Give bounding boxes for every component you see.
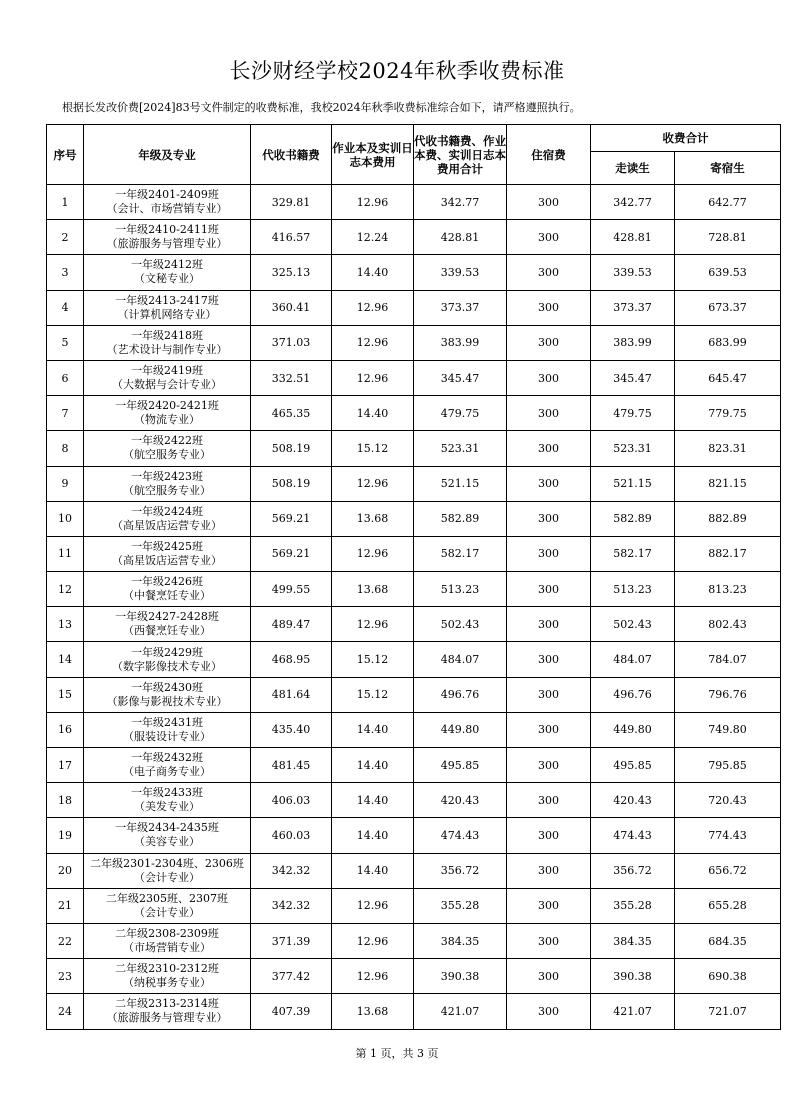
table-row [47, 396, 781, 431]
major-label: （物流专业） [134, 413, 200, 427]
homework-cell: 14.40 [332, 748, 414, 783]
subtotal-cell: 474.43 [414, 818, 507, 853]
grade-class-label: 一年级2429班 [131, 645, 203, 659]
day-total-cell: 582.89 [591, 501, 675, 536]
boarding-total-cell: 823.31 [675, 431, 781, 466]
grade-cell [84, 360, 251, 395]
boarding-total-cell: 642.77 [675, 185, 781, 220]
seq-cell: 3 [47, 255, 84, 290]
grade-cell [84, 220, 251, 255]
homework-cell: 12.96 [332, 888, 414, 923]
major-label: （中餐烹饪专业） [123, 589, 211, 603]
table-row [47, 431, 781, 466]
subtotal-cell: 523.31 [414, 431, 507, 466]
homework-cell: 12.96 [332, 923, 414, 958]
subtotal-cell: 421.07 [414, 994, 507, 1029]
seq-cell: 12 [47, 572, 84, 607]
subtotal-cell: 345.47 [414, 360, 507, 395]
day-total-cell: 356.72 [591, 853, 675, 888]
homework-cell: 12.96 [332, 325, 414, 360]
seq-cell: 16 [47, 712, 84, 747]
grade-class-label: 一年级2410-2411班 [115, 223, 219, 237]
books-cell: 416.57 [251, 220, 332, 255]
lodging-cell: 300 [507, 536, 591, 571]
homework-cell: 12.96 [332, 466, 414, 501]
major-label: （旅游服务与管理专业） [106, 1011, 228, 1025]
lodging-cell: 300 [507, 994, 591, 1029]
major-label: （航空服务专业） [123, 448, 211, 462]
major-label: （市场营销专业） [123, 941, 211, 955]
day-total-cell: 355.28 [591, 888, 675, 923]
table-row [47, 888, 781, 923]
fee-table-body [47, 185, 781, 1030]
grade-class-label: 一年级2420-2421班 [115, 399, 219, 413]
books-cell: 332.51 [251, 360, 332, 395]
seq-cell: 15 [47, 677, 84, 712]
lodging-cell: 300 [507, 748, 591, 783]
homework-cell: 13.68 [332, 501, 414, 536]
grade-class-label: 一年级2425班 [131, 539, 203, 553]
books-cell: 329.81 [251, 185, 332, 220]
homework-cell: 15.12 [332, 642, 414, 677]
major-label: （会计专业） [134, 905, 200, 919]
subtotal-cell: 582.17 [414, 536, 507, 571]
subtotal-cell: 342.77 [414, 185, 507, 220]
subtotal-cell: 479.75 [414, 396, 507, 431]
header-boarding-student: 寄宿生 [675, 152, 781, 185]
table-row [47, 220, 781, 255]
lodging-cell: 300 [507, 360, 591, 395]
day-total-cell: 582.17 [591, 536, 675, 571]
books-cell: 508.19 [251, 466, 332, 501]
major-label: （美发专业） [134, 800, 200, 814]
major-label: （高星饭店运营专业） [112, 553, 222, 567]
subtotal-cell: 449.80 [414, 712, 507, 747]
day-total-cell: 502.43 [591, 607, 675, 642]
major-label: （服装设计专业） [123, 729, 211, 743]
books-cell: 407.39 [251, 994, 332, 1029]
homework-cell: 14.40 [332, 712, 414, 747]
boarding-total-cell: 796.76 [675, 677, 781, 712]
seq-cell: 6 [47, 360, 84, 395]
grade-class-label: 一年级2433班 [131, 786, 203, 800]
lodging-cell: 300 [507, 712, 591, 747]
day-total-cell: 339.53 [591, 255, 675, 290]
books-cell: 499.55 [251, 572, 332, 607]
day-total-cell: 523.31 [591, 431, 675, 466]
table-row [47, 712, 781, 747]
grade-cell [84, 748, 251, 783]
table-row [47, 360, 781, 395]
grade-cell [84, 290, 251, 325]
table-row [47, 748, 781, 783]
grade-cell [84, 853, 251, 888]
lodging-cell: 300 [507, 431, 591, 466]
seq-cell: 11 [47, 536, 84, 571]
seq-cell: 24 [47, 994, 84, 1029]
grade-class-label: 二年级2310-2312班 [115, 962, 219, 976]
day-total-cell: 420.43 [591, 783, 675, 818]
books-cell: 468.95 [251, 642, 332, 677]
grade-cell [84, 536, 251, 571]
subtotal-cell: 339.53 [414, 255, 507, 290]
lodging-cell: 300 [507, 607, 591, 642]
boarding-total-cell: 690.38 [675, 959, 781, 994]
table-row [47, 994, 781, 1029]
books-cell: 569.21 [251, 536, 332, 571]
seq-cell: 8 [47, 431, 84, 466]
seq-cell: 5 [47, 325, 84, 360]
grade-cell [84, 466, 251, 501]
grade-class-label: 一年级2434-2435班 [115, 821, 219, 835]
homework-cell: 12.96 [332, 185, 414, 220]
header-grade: 年级及专业 [84, 125, 251, 185]
header-seq: 序号 [47, 125, 84, 185]
day-total-cell: 345.47 [591, 360, 675, 395]
homework-cell: 15.12 [332, 431, 414, 466]
homework-cell: 14.40 [332, 783, 414, 818]
seq-cell: 7 [47, 396, 84, 431]
subtotal-cell: 384.35 [414, 923, 507, 958]
grade-cell [84, 255, 251, 290]
lodging-cell: 300 [507, 255, 591, 290]
books-cell: 481.45 [251, 748, 332, 783]
subtotal-cell: 355.28 [414, 888, 507, 923]
day-total-cell: 474.43 [591, 818, 675, 853]
grade-cell [84, 959, 251, 994]
table-row [47, 255, 781, 290]
day-total-cell: 495.85 [591, 748, 675, 783]
boarding-total-cell: 774.43 [675, 818, 781, 853]
table-row [47, 853, 781, 888]
table-row [47, 501, 781, 536]
grade-class-label: 一年级2430班 [131, 680, 203, 694]
day-total-cell: 342.77 [591, 185, 675, 220]
major-label: （电子商务专业） [123, 765, 211, 779]
seq-cell: 1 [47, 185, 84, 220]
lodging-cell: 300 [507, 290, 591, 325]
seq-cell: 23 [47, 959, 84, 994]
grade-class-label: 一年级2426班 [131, 575, 203, 589]
grade-class-label: 一年级2401-2409班 [115, 188, 219, 202]
homework-cell: 15.12 [332, 677, 414, 712]
day-total-cell: 484.07 [591, 642, 675, 677]
books-cell: 377.42 [251, 959, 332, 994]
homework-cell: 12.96 [332, 959, 414, 994]
grade-class-label: 一年级2432班 [131, 751, 203, 765]
grade-class-label: 一年级2413-2417班 [115, 293, 219, 307]
lodging-cell: 300 [507, 923, 591, 958]
subtotal-cell: 496.76 [414, 677, 507, 712]
homework-cell: 12.24 [332, 220, 414, 255]
grade-cell [84, 185, 251, 220]
books-cell: 569.21 [251, 501, 332, 536]
boarding-total-cell: 684.35 [675, 923, 781, 958]
grade-cell [84, 783, 251, 818]
grade-class-label: 一年级2427-2428班 [115, 610, 219, 624]
lodging-cell: 300 [507, 677, 591, 712]
boarding-total-cell: 683.99 [675, 325, 781, 360]
grade-cell [84, 712, 251, 747]
subtotal-cell: 521.15 [414, 466, 507, 501]
day-total-cell: 373.37 [591, 290, 675, 325]
grade-cell [84, 431, 251, 466]
table-row [47, 642, 781, 677]
day-total-cell: 479.75 [591, 396, 675, 431]
boarding-total-cell: 821.15 [675, 466, 781, 501]
boarding-total-cell: 639.53 [675, 255, 781, 290]
grade-cell [84, 396, 251, 431]
table-row [47, 923, 781, 958]
day-total-cell: 521.15 [591, 466, 675, 501]
boarding-total-cell: 784.07 [675, 642, 781, 677]
header-books: 代收书籍费 [251, 125, 332, 185]
boarding-total-cell: 882.89 [675, 501, 781, 536]
boarding-total-cell: 802.43 [675, 607, 781, 642]
seq-cell: 10 [47, 501, 84, 536]
grade-cell [84, 677, 251, 712]
subtotal-cell: 495.85 [414, 748, 507, 783]
header-day-student: 走读生 [591, 152, 675, 185]
table-row [47, 325, 781, 360]
boarding-total-cell: 656.72 [675, 853, 781, 888]
page-footer: 第 1 页，共 3 页 [355, 1047, 439, 1060]
grade-cell [84, 642, 251, 677]
fee-table [46, 124, 781, 1030]
grade-cell [84, 572, 251, 607]
homework-cell: 13.68 [332, 572, 414, 607]
table-row [47, 607, 781, 642]
seq-cell: 20 [47, 853, 84, 888]
subtotal-cell: 582.89 [414, 501, 507, 536]
books-cell: 342.32 [251, 888, 332, 923]
major-label: （数字影像技术专业） [112, 659, 222, 673]
day-total-cell: 384.35 [591, 923, 675, 958]
seq-cell: 9 [47, 466, 84, 501]
lodging-cell: 300 [507, 783, 591, 818]
intro-text: 根据长发改价费[2024]83号文件制定的收费标准，我校2024年秋季收费标准综合如下，请严格遵照执行。 [62, 101, 581, 114]
grade-class-label: 一年级2422班 [131, 434, 203, 448]
books-cell: 435.40 [251, 712, 332, 747]
books-cell: 371.39 [251, 923, 332, 958]
lodging-cell: 300 [507, 501, 591, 536]
grade-class-label: 一年级2412班 [131, 258, 203, 272]
boarding-total-cell: 655.28 [675, 888, 781, 923]
subtotal-cell: 428.81 [414, 220, 507, 255]
subtotal-cell: 373.37 [414, 290, 507, 325]
table-row [47, 185, 781, 220]
table-row [47, 783, 781, 818]
seq-cell: 2 [47, 220, 84, 255]
table-row [47, 290, 781, 325]
books-cell: 481.64 [251, 677, 332, 712]
major-label: （航空服务专业） [123, 483, 211, 497]
grade-class-label: 一年级2419班 [131, 364, 203, 378]
grade-cell [84, 325, 251, 360]
homework-cell: 14.40 [332, 396, 414, 431]
major-label: （文秘专业） [134, 272, 200, 286]
subtotal-cell: 420.43 [414, 783, 507, 818]
homework-cell: 13.68 [332, 994, 414, 1029]
lodging-cell: 300 [507, 853, 591, 888]
day-total-cell: 421.07 [591, 994, 675, 1029]
day-total-cell: 496.76 [591, 677, 675, 712]
lodging-cell: 300 [507, 466, 591, 501]
page-title: 长沙财经学校2024年秋季收费标准 [229, 59, 565, 83]
boarding-total-cell: 795.85 [675, 748, 781, 783]
table-row [47, 466, 781, 501]
header-lodging: 住宿费 [507, 125, 591, 185]
grade-cell [84, 994, 251, 1029]
major-label: （会计专业） [134, 870, 200, 884]
lodging-cell: 300 [507, 959, 591, 994]
grade-class-label: 二年级2305班、2307班 [106, 891, 228, 905]
lodging-cell: 300 [507, 325, 591, 360]
major-label: （会计、市场营销专业） [106, 202, 228, 216]
boarding-total-cell: 779.75 [675, 396, 781, 431]
day-total-cell: 390.38 [591, 959, 675, 994]
seq-cell: 14 [47, 642, 84, 677]
homework-cell: 14.40 [332, 255, 414, 290]
major-label: （高星饭店运营专业） [112, 518, 222, 532]
lodging-cell: 300 [507, 642, 591, 677]
day-total-cell: 513.23 [591, 572, 675, 607]
boarding-total-cell: 813.23 [675, 572, 781, 607]
seq-cell: 22 [47, 923, 84, 958]
grade-cell [84, 607, 251, 642]
seq-cell: 19 [47, 818, 84, 853]
grade-class-label: 一年级2431班 [131, 715, 203, 729]
books-cell: 360.41 [251, 290, 332, 325]
homework-cell: 12.96 [332, 607, 414, 642]
header-subtotal: 代收书籍费、作业本费、实训日志本费用合计 [414, 125, 507, 185]
grade-cell [84, 923, 251, 958]
subtotal-cell: 502.43 [414, 607, 507, 642]
table-row [47, 536, 781, 571]
grade-cell [84, 888, 251, 923]
books-cell: 508.19 [251, 431, 332, 466]
major-label: （影像与影视技术专业） [106, 694, 228, 708]
grade-cell [84, 501, 251, 536]
lodging-cell: 300 [507, 888, 591, 923]
lodging-cell: 300 [507, 818, 591, 853]
homework-cell: 14.40 [332, 818, 414, 853]
books-cell: 342.32 [251, 853, 332, 888]
subtotal-cell: 383.99 [414, 325, 507, 360]
boarding-total-cell: 882.17 [675, 536, 781, 571]
boarding-total-cell: 673.37 [675, 290, 781, 325]
homework-cell: 12.96 [332, 360, 414, 395]
table-row [47, 572, 781, 607]
major-label: （计算机网络专业） [117, 307, 217, 321]
seq-cell: 13 [47, 607, 84, 642]
books-cell: 371.03 [251, 325, 332, 360]
lodging-cell: 300 [507, 220, 591, 255]
header-total: 收费合计 [591, 125, 781, 152]
seq-cell: 21 [47, 888, 84, 923]
grade-class-label: 二年级2301-2304班、2306班 [90, 856, 244, 870]
subtotal-cell: 390.38 [414, 959, 507, 994]
table-row [47, 959, 781, 994]
major-label: （旅游服务与管理专业） [106, 237, 228, 251]
major-label: （纳税事务专业） [123, 976, 211, 990]
day-total-cell: 383.99 [591, 325, 675, 360]
boarding-total-cell: 645.47 [675, 360, 781, 395]
boarding-total-cell: 749.80 [675, 712, 781, 747]
grade-class-label: 一年级2418班 [131, 328, 203, 342]
table-row [47, 818, 781, 853]
major-label: （大数据与会计专业） [112, 378, 222, 392]
subtotal-cell: 513.23 [414, 572, 507, 607]
grade-class-label: 二年级2313-2314班 [115, 997, 219, 1011]
seq-cell: 18 [47, 783, 84, 818]
major-label: （西餐烹饪专业） [123, 624, 211, 638]
books-cell: 325.13 [251, 255, 332, 290]
books-cell: 460.03 [251, 818, 332, 853]
seq-cell: 4 [47, 290, 84, 325]
subtotal-cell: 484.07 [414, 642, 507, 677]
homework-cell: 12.96 [332, 536, 414, 571]
major-label: （美容专业） [134, 835, 200, 849]
lodging-cell: 300 [507, 396, 591, 431]
day-total-cell: 428.81 [591, 220, 675, 255]
grade-cell [84, 818, 251, 853]
books-cell: 406.03 [251, 783, 332, 818]
lodging-cell: 300 [507, 185, 591, 220]
grade-class-label: 一年级2423班 [131, 469, 203, 483]
homework-cell: 12.96 [332, 290, 414, 325]
subtotal-cell: 356.72 [414, 853, 507, 888]
major-label: （艺术设计与制作专业） [106, 342, 228, 356]
boarding-total-cell: 721.07 [675, 994, 781, 1029]
books-cell: 465.35 [251, 396, 332, 431]
homework-cell: 14.40 [332, 853, 414, 888]
grade-class-label: 二年级2308-2309班 [115, 927, 219, 941]
boarding-total-cell: 720.43 [675, 783, 781, 818]
grade-class-label: 一年级2424班 [131, 504, 203, 518]
seq-cell: 17 [47, 748, 84, 783]
header-homework: 作业本及实训日志本费用 [332, 125, 414, 185]
lodging-cell: 300 [507, 572, 591, 607]
table-row [47, 677, 781, 712]
day-total-cell: 449.80 [591, 712, 675, 747]
books-cell: 489.47 [251, 607, 332, 642]
boarding-total-cell: 728.81 [675, 220, 781, 255]
